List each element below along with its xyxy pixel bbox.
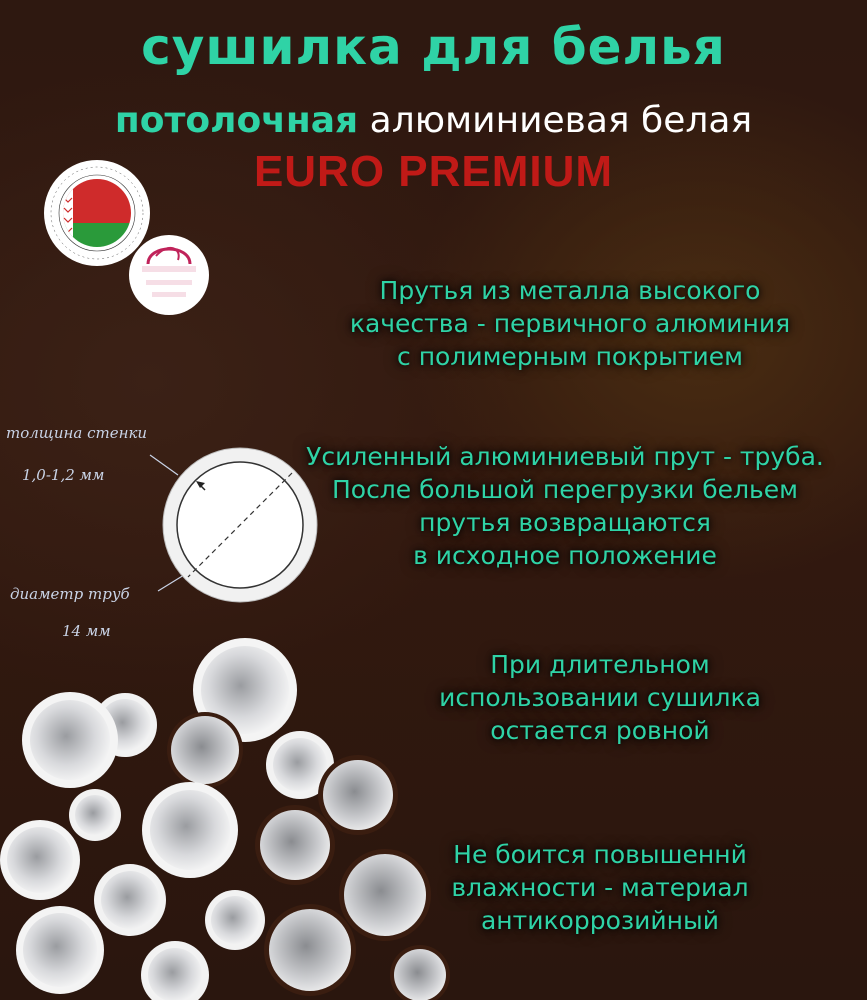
feature-anti-corrosion xyxy=(420,838,780,937)
comfort-aluminium-group-logo-icon xyxy=(128,234,210,316)
wall-thickness-label: толщина стенки xyxy=(6,424,148,442)
feature-line: При длительном xyxy=(490,650,710,679)
subtitle-green: потолочная xyxy=(114,100,359,141)
brand-label: EURO PREMIUM xyxy=(253,147,614,196)
feature-line: антикоррозийный xyxy=(480,906,720,935)
pipe-diameter-label: диаметр труб xyxy=(10,585,130,603)
feature-line: в исходное положение xyxy=(413,541,717,570)
feature-line: Усиленный алюминиевый прут - труба. xyxy=(306,442,824,471)
feature-line: влажности - материал xyxy=(451,873,749,902)
feature-material-quality xyxy=(320,274,820,373)
feature-line: использовании сушилка xyxy=(439,683,761,712)
feature-line: Прутья из металла высокого xyxy=(379,276,761,305)
feature-line: качества - первичного алюминия xyxy=(349,309,791,338)
feature-line: с полимерным покрытием xyxy=(397,342,743,371)
feature-line: Не боится повышеннй xyxy=(453,840,747,869)
feature-line: остается ровной xyxy=(490,716,710,745)
pipe-cross-section-diagram xyxy=(0,415,320,655)
feature-line: После большой перегрузки бельем xyxy=(331,475,799,504)
feature-line: прутья возвращаются xyxy=(419,508,711,537)
feature-stays-flat xyxy=(400,648,800,747)
wall-thickness-value: 1,0-1,2 мм xyxy=(22,466,105,484)
page-title: сушилка для белья xyxy=(141,18,726,76)
page-subtitle xyxy=(0,100,867,141)
feature-reinforced-tube xyxy=(300,440,830,572)
subtitle-white: алюминиевая белая xyxy=(369,100,753,141)
pipe-diameter-value: 14 мм xyxy=(62,622,111,640)
